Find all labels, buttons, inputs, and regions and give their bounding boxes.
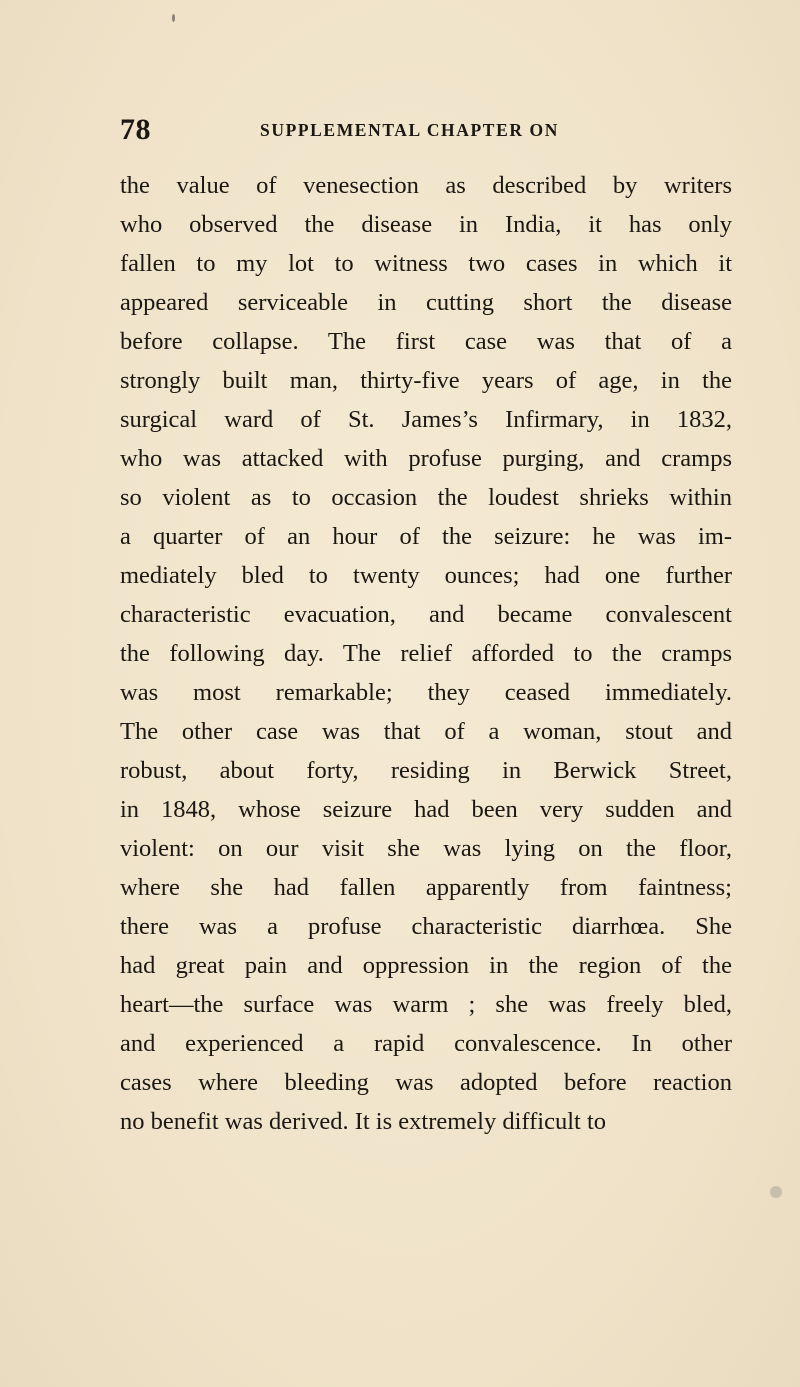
text-line: before collapse. The first case was that of a bbox=[120, 328, 732, 355]
text-line: where she had fallen apparently from faintness; bbox=[120, 874, 732, 901]
text-line: mediately bled to twenty ounces; had one further bbox=[120, 562, 732, 589]
text-line: who observed the disease in India, it has only bbox=[120, 211, 732, 238]
text-line: who was attacked with profuse purging, and cramps bbox=[120, 445, 732, 472]
text-line: robust, about forty, residing in Berwick Street, bbox=[120, 757, 732, 784]
text-line: so violent as to occasion the loudest shrieks within bbox=[120, 484, 732, 511]
text-line: violent: on our visit she was lying on the floor, bbox=[120, 835, 732, 862]
paper-blemish bbox=[770, 1186, 782, 1198]
text-line: appeared serviceable in cutting short the disease bbox=[120, 289, 732, 316]
text-line: fallen to my lot to witness two cases in which it bbox=[120, 250, 732, 277]
body-text bbox=[120, 166, 732, 1141]
text-line: The other case was that of a woman, stout and bbox=[120, 718, 732, 745]
running-head bbox=[120, 112, 730, 148]
text-line: in 1848, whose seizure had been very sudden and bbox=[120, 796, 732, 823]
text-line: and experienced a rapid convalescence. In other bbox=[120, 1030, 732, 1057]
text-line: heart—the surface was warm ; she was freely bled, bbox=[120, 991, 732, 1018]
text-line: had great pain and oppression in the region of the bbox=[120, 952, 732, 979]
text-line: cases where bleeding was adopted before reaction bbox=[120, 1069, 732, 1096]
text-line: surgical ward of St. James’s Infirmary, in 1832, bbox=[120, 406, 732, 433]
chapter-title: SUPPLEMENTAL CHAPTER ON bbox=[260, 120, 560, 140]
text-line: the value of venesection as described by writers bbox=[120, 172, 732, 199]
text-line: there was a profuse characteristic diarrhœa. She bbox=[120, 913, 732, 940]
text-line: a quarter of an hour of the seizure: he was im- bbox=[120, 523, 732, 550]
text-line: was most remarkable; they ceased immediately. bbox=[120, 679, 732, 706]
paper-blemish bbox=[172, 14, 175, 22]
page-number: 78 bbox=[120, 113, 151, 146]
text-line: characteristic evacuation, and became convalescent bbox=[120, 601, 732, 628]
text-line: no benefit was derived. It is extremely difficult to bbox=[120, 1108, 607, 1135]
text-line: the following day. The relief afforded to the cramps bbox=[120, 640, 732, 667]
text-line: strongly built man, thirty-five years of age, in the bbox=[120, 367, 732, 394]
